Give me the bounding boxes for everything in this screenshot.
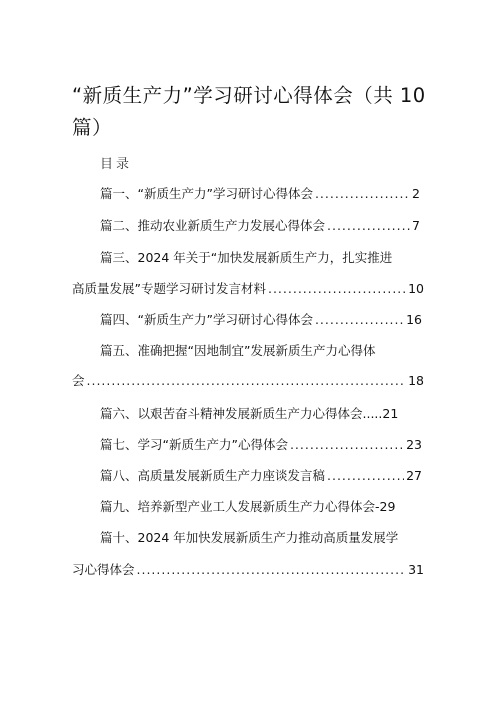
toc-entry-text: 篇二、推动农业新质生产力发展心得体会 (100, 218, 326, 233)
toc-entry-text: 习心得体会 (72, 562, 135, 577)
toc-entry-2[interactable] (100, 216, 420, 236)
toc-leader (315, 184, 410, 204)
toc-leader (87, 371, 407, 391)
toc-page-number: 16 (406, 312, 422, 327)
toc-entry-10-line-1[interactable]: 篇十、2024 年加快发展新质生产力推动高质量发展学 (100, 530, 399, 545)
toc-page-number: 27 (406, 468, 422, 483)
toc-leader (315, 310, 404, 330)
toc-entry-text: 篇四、“新质生产力”学习研讨心得体会 (100, 312, 313, 327)
toc-page-number: 23 (406, 437, 422, 452)
toc-leader (268, 279, 406, 299)
toc-entry-text: 篇七、学习“新质生产力”心得体会 (100, 437, 288, 452)
toc-entry-9[interactable]: 篇九、培养新型产业工人发展新质生产力心得体会-29 (100, 499, 396, 514)
toc-entry-text: 高质量发展”专题学习研讨发言材料 (72, 281, 266, 296)
toc-page-number: 7 (412, 218, 420, 233)
document-title-line-2: 篇） (72, 116, 113, 139)
toc-page-number: 31 (408, 562, 424, 577)
toc-entry-text: 篇八、高质量发展新质生产力座谈发言稿 (100, 468, 326, 483)
toc-entry-6[interactable]: 篇六、以艰苦奋斗精神发展新质生产力心得体会.....21 (100, 406, 399, 421)
toc-entry-8[interactable] (100, 466, 422, 486)
toc-page-number: 18 (408, 373, 424, 388)
toc-entry-text: 会 (72, 373, 85, 388)
toc-leader (327, 466, 404, 486)
toc-heading: 目录 (100, 157, 133, 172)
toc-leader (137, 560, 407, 580)
toc-entry-1[interactable] (100, 184, 420, 204)
toc-leader (327, 216, 410, 236)
toc-page-number: 2 (412, 186, 420, 201)
document-title (72, 80, 432, 144)
toc-entry-4[interactable] (100, 310, 422, 330)
toc-leader (290, 435, 404, 455)
toc-entry-3[interactable] (72, 279, 424, 299)
document-title-line-1: “新质生产力”学习研讨心得体会（共 10 (72, 84, 426, 107)
toc-entry-5[interactable] (72, 371, 424, 391)
toc-page-number: 10 (408, 281, 424, 296)
toc-entry-3-line-1[interactable]: 篇三、2024 年关于“加快发展新质生产力，扎实推进 (100, 250, 393, 265)
toc-entry-7[interactable] (100, 435, 422, 455)
toc-entry-text: 篇一、“新质生产力”学习研讨心得体会 (100, 186, 313, 201)
toc-entry-5-line-1[interactable]: 篇五、准确把握“因地制宜”发展新质生产力心得体 (100, 343, 376, 358)
toc-entry-10[interactable] (72, 560, 424, 580)
